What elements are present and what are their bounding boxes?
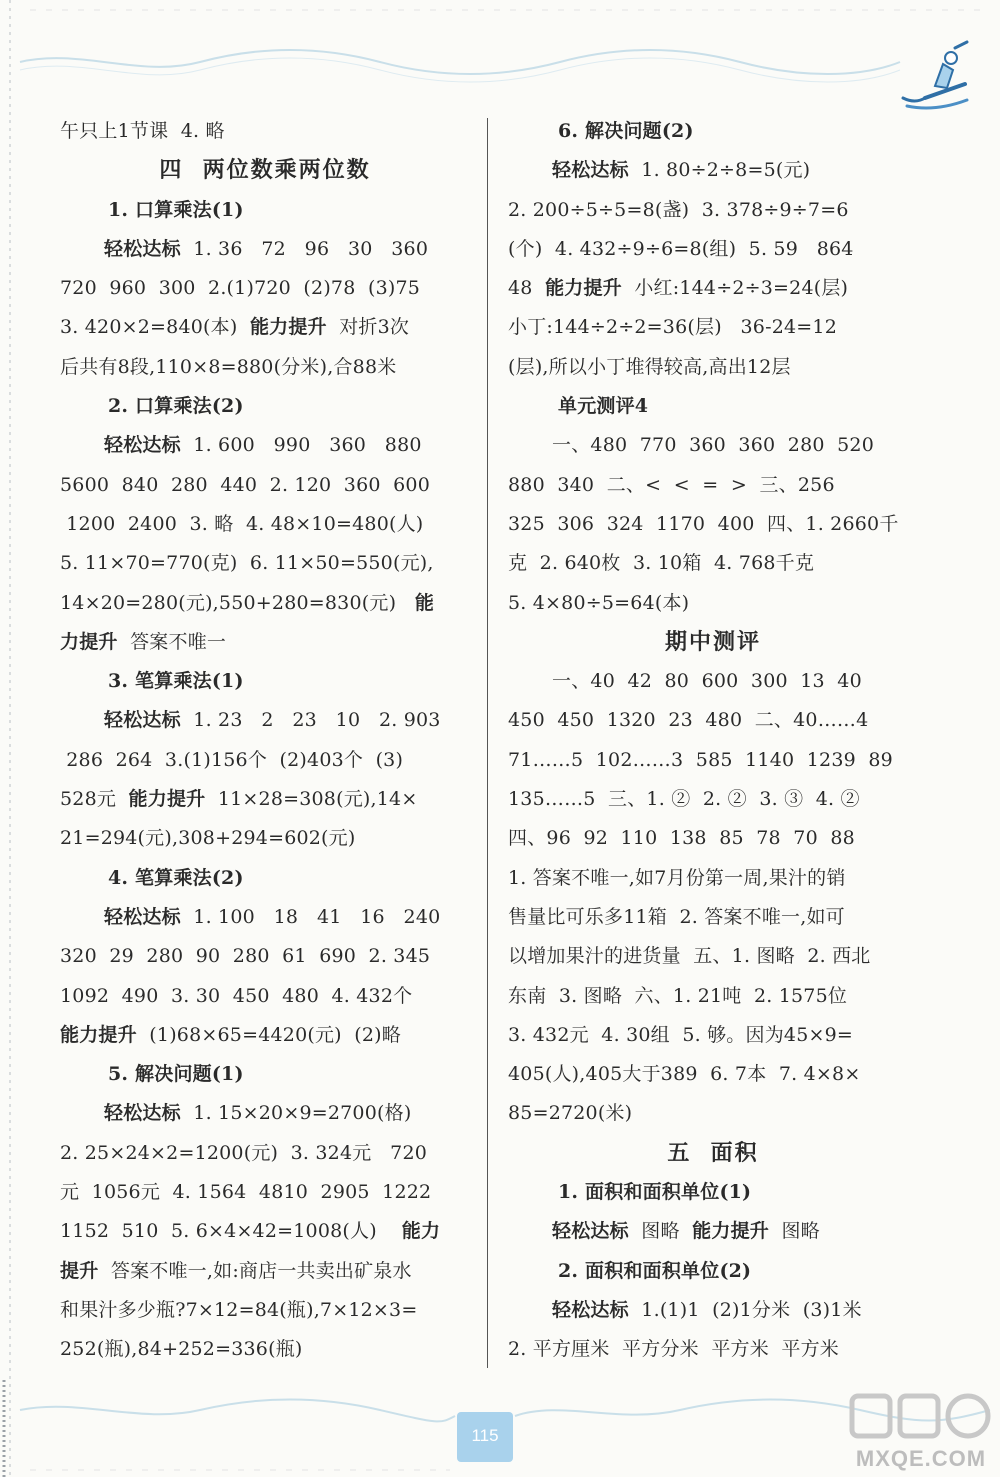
binding-edge bbox=[0, 0, 18, 1477]
text-span: (1)68×65=4420(元) (2)略 bbox=[136, 1023, 401, 1046]
text-span: 对折3次 bbox=[326, 316, 410, 339]
text-line bbox=[60, 780, 470, 819]
text-line bbox=[508, 1212, 918, 1251]
subsection-title: 2. 面积和面积单位(2) bbox=[558, 1259, 752, 1282]
text-line bbox=[508, 151, 918, 190]
text-span: 1. 100 18 41 16 240 bbox=[180, 905, 441, 928]
unit-test-title: 单元测评4 bbox=[558, 395, 649, 418]
text-line: 元 1056元 4. 1564 4810 2905 1222 bbox=[60, 1181, 432, 1204]
text-line: 2. 平方厘米 平方分米 平方米 平方米 bbox=[508, 1338, 840, 1361]
page-number: 115 bbox=[471, 1426, 499, 1445]
text-span: 1. 15×20×9=2700(格) bbox=[180, 1102, 412, 1125]
text-line bbox=[60, 230, 470, 269]
text-line bbox=[60, 898, 470, 937]
column-divider bbox=[487, 118, 488, 1368]
text-line: 5. 11×70=770(克) 6. 11×50=550(元), bbox=[60, 552, 434, 575]
text-line: 252(瓶),84+252=336(瓶) bbox=[60, 1338, 303, 1361]
tag-label: 能力提升 bbox=[692, 1220, 769, 1243]
text-line bbox=[508, 269, 918, 308]
text-line: 后共有8段,110×8=880(分米),合88米 bbox=[60, 355, 397, 378]
text-line: 午只上1节课 4. 略 bbox=[60, 120, 225, 142]
subsection-title: 3. 笔算乘法(1) bbox=[108, 670, 244, 693]
tag-label: 轻松达标 bbox=[552, 159, 629, 182]
text-line: 2. 200÷5÷5=8(盏) 3. 378÷9÷7=6 bbox=[508, 198, 849, 221]
watermark-glyph-icon bbox=[840, 1388, 1000, 1448]
tag-label: 能力提升 bbox=[545, 277, 622, 300]
text-line: 5600 840 280 440 2. 120 360 600 bbox=[60, 473, 430, 496]
text-line bbox=[60, 308, 470, 347]
text-span: 1152 510 5. 6×4×42=1008(人) bbox=[60, 1220, 402, 1243]
left-column bbox=[60, 112, 470, 1370]
text-span: 答案不唯一,如:商店一共卖出矿泉水 bbox=[98, 1259, 412, 1282]
text-line bbox=[60, 584, 470, 623]
watermark-text: MXQE.COM bbox=[855, 1446, 987, 1471]
text-line: 880 340 二、< < = > 三、256 bbox=[508, 473, 835, 496]
text-line: 四、96 92 110 138 85 78 70 88 bbox=[508, 827, 855, 850]
tag-label: 轻松达标 bbox=[104, 905, 181, 928]
text-span: 48 bbox=[508, 277, 546, 300]
text-span: 11×28=308(元),14× bbox=[205, 788, 418, 811]
tag-label: 轻松达标 bbox=[104, 1102, 181, 1125]
watermark-logo bbox=[840, 1388, 1000, 1477]
text-line: 售量比可乐多11箱 2. 答案不唯一,如可 bbox=[508, 905, 845, 928]
tag-label: 能力提升 bbox=[249, 316, 327, 339]
text-line: 1092 490 3. 30 450 480 4. 432个 bbox=[60, 984, 413, 1007]
text-span: 528元 bbox=[60, 788, 129, 811]
text-line: 1200 2400 3. 略 4. 48×10=480(人) bbox=[60, 512, 424, 535]
tag-label: 轻松达标 bbox=[552, 1298, 629, 1321]
text-line bbox=[60, 1212, 470, 1251]
tag-label: 能 bbox=[414, 591, 435, 614]
text-line: 21=294(元),308+294=602(元) bbox=[60, 827, 356, 850]
text-span: 1. 36 72 96 30 360 bbox=[180, 237, 429, 260]
text-line: 135……5 三、1. ② 2. ② 3. ③ 4. ② bbox=[508, 788, 860, 811]
text-line bbox=[60, 623, 470, 662]
subsection-title: 1. 口算乘法(1) bbox=[108, 198, 244, 221]
text-line: (层),所以小丁堆得较高,高出12层 bbox=[508, 355, 791, 378]
right-column bbox=[508, 112, 918, 1370]
text-line bbox=[60, 426, 470, 465]
section-title: 四 两位数乘两位数 bbox=[159, 157, 371, 184]
text-line: 450 450 1320 23 480 二、40……4 bbox=[508, 709, 869, 732]
subsection-title: 1. 面积和面积单位(1) bbox=[558, 1181, 752, 1204]
text-line bbox=[508, 1291, 918, 1330]
text-span: 答案不唯一 bbox=[117, 630, 227, 653]
text-span: 图略 bbox=[628, 1220, 693, 1243]
skier-mascot-icon bbox=[895, 40, 975, 120]
text-span: 图略 bbox=[768, 1220, 820, 1243]
tag-label: 能力提升 bbox=[60, 1023, 137, 1046]
tag-label: 能力 bbox=[401, 1220, 441, 1243]
text-line: 一、480 770 360 360 280 520 bbox=[552, 434, 874, 457]
top-wave-border bbox=[0, 0, 1000, 110]
text-line: 2. 25×24×2=1200(元) 3. 324元 720 bbox=[60, 1141, 428, 1164]
subsection-title: 2. 口算乘法(2) bbox=[108, 395, 244, 418]
text-line bbox=[60, 1252, 470, 1291]
midterm-title: 期中测评 bbox=[664, 628, 761, 655]
text-line: 3. 432元 4. 30组 5. 够。因为45×9= bbox=[508, 1023, 854, 1046]
tag-label: 轻松达标 bbox=[104, 237, 181, 260]
tag-label: 轻松达标 bbox=[104, 709, 181, 732]
text-span: 1.(1)1 (2)1分米 (3)1米 bbox=[628, 1298, 862, 1321]
text-line: 克 2. 640枚 3. 10箱 4. 768千克 bbox=[508, 552, 815, 575]
text-line: 85=2720(米) bbox=[508, 1102, 633, 1125]
section-title: 五 面积 bbox=[667, 1139, 759, 1166]
tag-label: 力提升 bbox=[60, 630, 118, 653]
text-line: 东南 3. 图略 六、1. 21吨 2. 1575位 bbox=[508, 984, 848, 1007]
text-span: 14×20=280(元),550+280=830(元) bbox=[60, 591, 415, 614]
text-span: 3. 420×2=840(本) bbox=[60, 316, 250, 339]
text-line: 71……5 102……3 585 1140 1239 89 bbox=[508, 748, 893, 771]
text-line: 405(人),405大于389 6. 7本 7. 4×8× bbox=[508, 1063, 861, 1086]
text-line: 一、40 42 80 600 300 13 40 bbox=[552, 670, 862, 693]
text-span: 1. 23 2 23 10 2. 903 bbox=[180, 709, 441, 732]
tag-label: 轻松达标 bbox=[552, 1220, 629, 1243]
text-line: 325 306 324 1170 400 四、1. 2660千 bbox=[508, 512, 899, 535]
tag-label: 轻松达标 bbox=[104, 434, 181, 457]
text-line: (个) 4. 432÷9÷6=8(组) 5. 59 864 bbox=[508, 237, 854, 260]
text-line bbox=[60, 1016, 470, 1055]
text-span: 1. 600 990 360 880 bbox=[180, 434, 422, 457]
text-span: 1. 80÷2÷8=5(元) bbox=[628, 159, 811, 182]
tag-label: 提升 bbox=[60, 1259, 99, 1282]
subsection-title: 4. 笔算乘法(2) bbox=[108, 866, 244, 889]
text-line: 1. 答案不唯一,如7月份第一周,果汁的销 bbox=[508, 866, 846, 889]
subsection-title: 5. 解决问题(1) bbox=[108, 1063, 244, 1086]
tag-label: 能力提升 bbox=[128, 788, 206, 811]
text-line: 320 29 280 90 280 61 690 2. 345 bbox=[60, 945, 431, 968]
subsection-title: 6. 解决问题(2) bbox=[558, 120, 694, 142]
text-line: 小丁:144÷2÷2=36(层) 36-24=12 bbox=[508, 316, 837, 339]
text-line: 5. 4×80÷5=64(本) bbox=[508, 591, 690, 614]
text-line: 286 264 3.(1)156个 (2)403个 (3) bbox=[60, 748, 404, 771]
page-number-badge bbox=[457, 1412, 513, 1462]
text-span: 小红:144÷2÷3=24(层) bbox=[621, 277, 849, 300]
text-line: 以增加果汁的进货量 五、1. 图略 2. 西北 bbox=[508, 945, 871, 968]
text-line: 和果汁多少瓶?7×12=84(瓶),7×12×3= bbox=[60, 1298, 418, 1321]
text-line bbox=[60, 1094, 470, 1133]
text-line: 720 960 300 2.(1)720 (2)78 (3)75 bbox=[60, 277, 421, 300]
text-line bbox=[60, 701, 470, 740]
